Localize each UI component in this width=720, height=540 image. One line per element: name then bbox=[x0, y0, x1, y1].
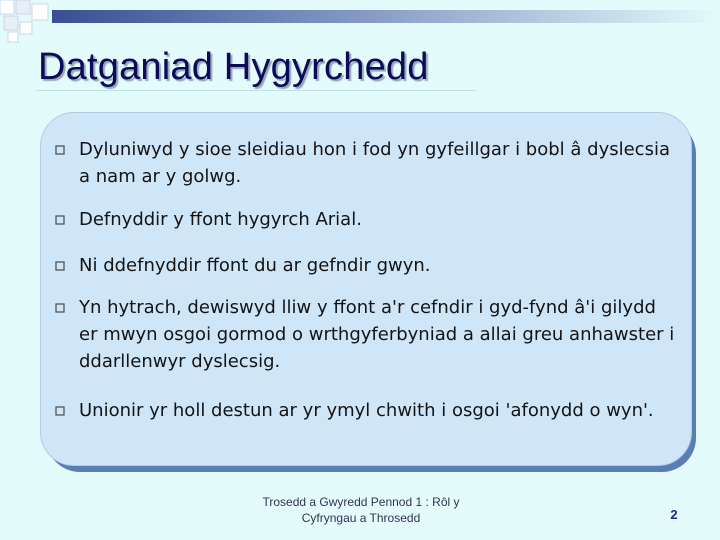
square-bullet-icon bbox=[55, 303, 65, 313]
bullet-item: Defnyddir y ffont hygyrch Arial. bbox=[79, 209, 362, 230]
slide-footer: Trosedd a Gwyredd Pennod 1 : Rôl y Cyfryngau a Throsedd bbox=[262, 495, 460, 525]
bullet-item: Dyluniwyd y sioe sleidiau hon i fod yn gyfeillgar i bobl â dyslecsia a nam ar y golwg. bbox=[79, 139, 670, 187]
title-divider bbox=[36, 90, 476, 91]
bullet-item: Unionir yr holl destun ar yr ymyl chwith i osgoi 'afonydd o wyn'. bbox=[79, 400, 654, 421]
slide-title: Datganiad Hygyrchedd bbox=[38, 46, 429, 88]
page-number: 2 bbox=[670, 507, 678, 522]
bullet-item: Yn hytrach, dewiswyd lliw y ffont a'r cefndir i gyd-fynd â'i gilydd er mwyn osgoi gormod o wrthgyferbyniad a allai greu anhawster i ddarllenwyr dyslecsig. bbox=[79, 297, 675, 372]
square-bullet-icon bbox=[55, 145, 65, 155]
square-bullet-icon bbox=[55, 261, 65, 271]
decorative-squares-pattern bbox=[0, 0, 720, 50]
square-bullet-icon bbox=[55, 215, 65, 225]
square-bullet-icon bbox=[55, 406, 65, 416]
bullet-item: Ni ddefnyddir ffont du ar gefndir gwyn. bbox=[79, 255, 431, 276]
content-panel bbox=[40, 112, 692, 466]
